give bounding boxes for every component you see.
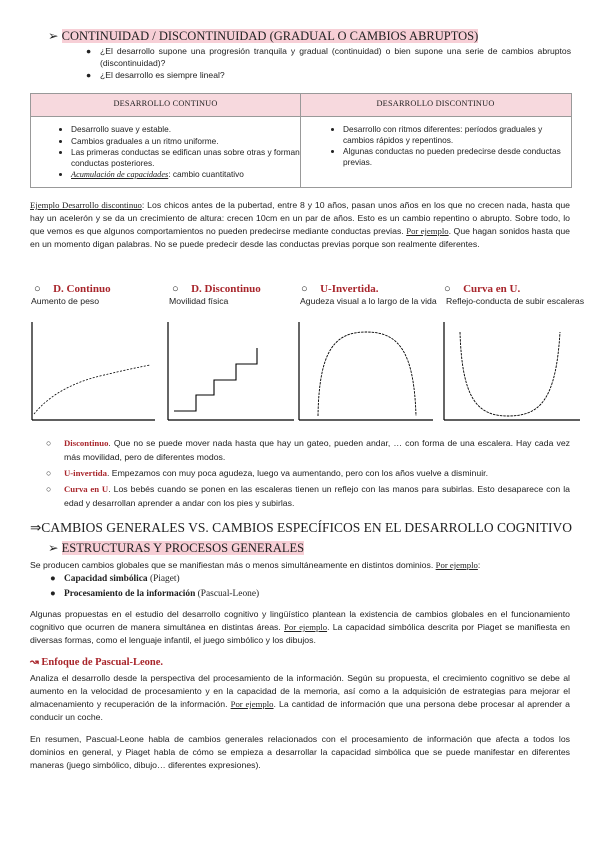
example-link: Por ejemplo: [284, 622, 328, 632]
list-item: • Acumulación de capacidades: cambio cuantitativo: [71, 169, 301, 181]
example-link: Por ejemplo: [230, 699, 274, 709]
graph-header-discontinuo: ○ D. Discontinuo: [172, 283, 261, 295]
step-graph: [168, 322, 294, 420]
question-list: [86, 45, 571, 81]
graph-header-curva-u: ○ Curva en U.: [444, 283, 521, 295]
graph-title: Curva en U.: [463, 283, 521, 295]
graph-caption: Agudeza visual a lo largo de la vida: [300, 296, 437, 306]
list-item: ● ¿El desarrollo supone una progresión tranquila y gradual (continuidad) o bien supone una serie de cambios abruptos (discontinuidad)?: [86, 46, 571, 68]
section-title: CONTINUIDAD / DISCONTINUIDAD (GRADUAL O CAMBIOS ABRUPTOS): [61, 29, 479, 43]
arrow-bullet: ➢: [48, 29, 59, 43]
subsection-title: ESTRUCTURAS Y PROCESOS GENERALES: [61, 541, 305, 555]
graph-caption: Movilidad física: [169, 296, 229, 306]
section-heading-cambios: ⇒CAMBIOS GENERALES VS. CAMBIOS ESPECÍFICOS EN EL DESARROLLO COGNITIVO: [30, 520, 572, 535]
graph-caption: Aumento de peso: [31, 296, 100, 306]
summary-paragraph: En resumen, Pascual-Leone habla de cambios generales relacionados con el procesamiento de información que afecta a todos los dominios en general, y Piaget habla de cómo se empieza a desarrollar la capacidad simbólica que se puede manifestar en diferentes maneras (juego simbólico, dibujo… diferentes expresiones).: [30, 734, 570, 770]
list-item: • Desarrollo con ritmos diferentes: períodos graduales y cambios rápidos y repentinos.: [343, 124, 575, 145]
section-heading-continuidad: [48, 28, 478, 44]
list-item: ○ Discontinuo. Que no se puede mover nada hasta que hay un gateo, pueden andar, … con forma de una escalera. Hay cada vez más movilidad, pero de diferentes modos.: [46, 438, 570, 462]
example-paragraph: Ejemplo Desarrollo discontinuo: Los chicos antes de la pubertad, entre 8 y 10 años, pasan unos años en los que no crecen nada, hasta que hay un acelerón y se da un crecimiento de altura: crecen 10cm en un par de años. Esto es un cambio repentino o abrupto. Sobre todo, lo que vemos es que algunos comportamientos no pueden predecirse mediante conductas previas. Por ejemplo. Que hagan sonidos hasta que en un momento digan palabras. No se puede predecir desde las conductas previas porque son realmente diferentes.: [30, 200, 570, 249]
u-curve-graph: [444, 322, 580, 420]
example-label: Ejemplo Desarrollo discontinuo: [30, 200, 142, 210]
graph-title: D. Discontinuo: [191, 283, 261, 295]
graph-header-continuo: ○ D. Continuo: [34, 283, 111, 295]
table-header-discontinuo: DESARROLLO DISCONTINUO: [376, 99, 495, 108]
example-link: Por ejemplo: [435, 560, 478, 570]
list-item: ● Capacidad simbólica (Piaget): [50, 574, 180, 584]
list-item: ○ U-invertida. Empezamos con muy poca agudeza, luego va aumentando, pero con los años vuelve a disminuir.: [46, 468, 488, 478]
discontinuo-list: [327, 124, 575, 168]
list-item: ● ¿El desarrollo es siempre lineal?: [86, 70, 225, 80]
pascual-leone-heading: ↝ Enfoque de Pascual-Leone.: [30, 657, 164, 668]
example-link: Por ejemplo: [406, 226, 449, 236]
list-item: • Algunas conductas no pueden predecirse desde conductas previas.: [343, 146, 575, 167]
comparison-table: [30, 93, 572, 188]
continuous-curve-graph: [32, 322, 155, 420]
list-item: • Las primeras conductas se edifican unas sobre otras y forman conductas posteriores.: [71, 147, 301, 168]
subsection-heading: ➢ ESTRUCTURAS Y PROCESOS GENERALES: [48, 541, 305, 555]
graphs-drawings: [30, 320, 590, 424]
list-item: ○ Curva en U. Los bebés cuando se ponen en las escaleras tienen un reflejo con las manos para subirlas. Esto desaparece con la edad y desarrollan aprender a andar con los pies y subirlas.: [46, 484, 570, 508]
graph-descriptions: [46, 436, 570, 510]
paragraph-piaget: Algunas propuestas en el estudio del desarrollo cognitivo y lingüístico plantean la existencia de cambios globales en el funcionamiento cognitivo que ocurren de manera simultánea en distintas áreas. Por ejemplo. La capacidad simbólica descrita por Piaget se manifiesta en diversas formas, como el lenguaje infantil, el juego simbólico y los dibujos.: [30, 609, 570, 645]
graph-caption: Reflejo-conducta de subir escaleras: [446, 296, 585, 306]
graph-title: D. Continuo: [53, 283, 111, 295]
list-item: • Desarrollo suave y estable.: [71, 124, 301, 135]
continuo-list: [55, 124, 301, 182]
table-header-continuo: DESARROLLO CONTINUO: [113, 99, 218, 108]
graph-title: U-Invertida.: [320, 283, 379, 295]
list-item: ● Procesamiento de la información (Pascual-Leone): [50, 589, 260, 599]
graph-header-u-invertida: ○ U-Invertida.: [301, 283, 379, 295]
intro-paragraph: Se producen cambios globales que se manifiestan más o menos simultáneamente en distintos dominios. Por ejemplo:: [30, 560, 481, 570]
paragraph-pascual-leone: Analiza el desarrollo desde la perspectiva del procesamiento de la información. Según su propuesta, el crecimiento cognitivo se debe al aumento en la velocidad de procesamiento y en la capacidad de la memoria, así como a la adquisición de estrategias para mejorar el almacenamiento y recuperación de la información. Por ejemplo. La cantidad de información que una persona debe procesar al aprender a conducir un coche.: [30, 673, 570, 722]
inverted-u-graph: [299, 322, 433, 420]
list-item: • Cambios graduales a un ritmo uniforme.: [71, 136, 301, 147]
general-changes-list: [50, 572, 259, 602]
